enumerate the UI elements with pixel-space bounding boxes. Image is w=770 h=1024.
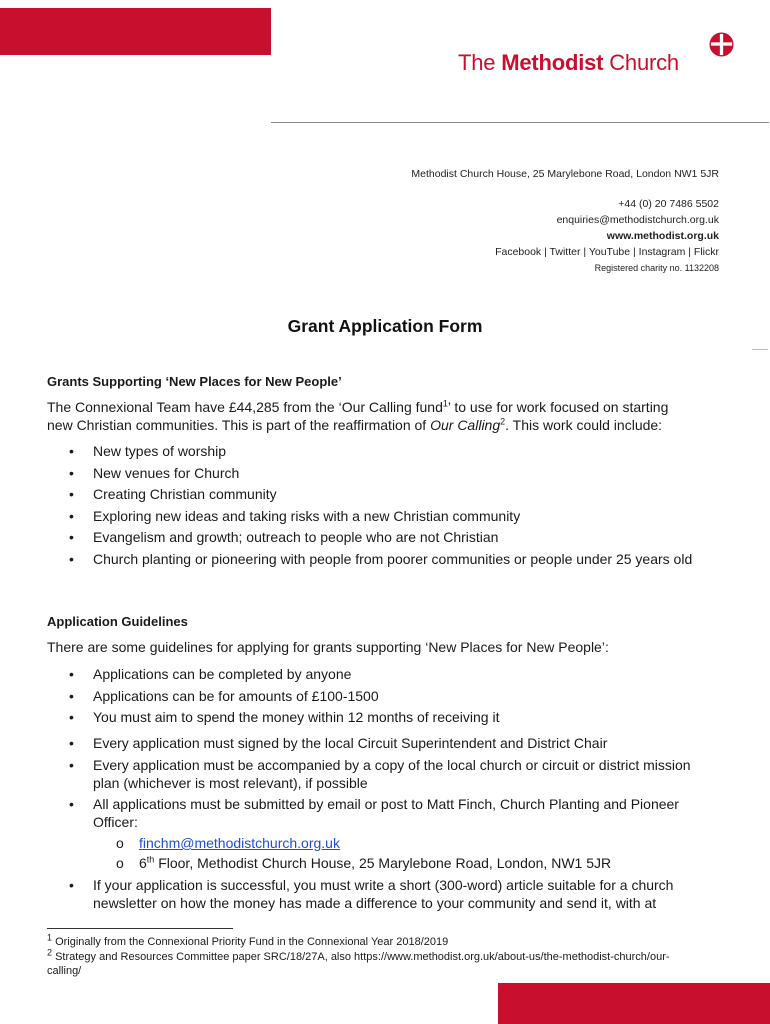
guidelines-list-c [47, 876, 727, 912]
list-item: • All applications must be submitted by email or post to Matt Finch, Church Planting and Pioneer Officer: [69, 796, 679, 830]
list-item: • Creating Christian community [69, 486, 277, 502]
social-links[interactable]: Facebook | Twitter | YouTube | Instagram | Flickr [495, 246, 719, 258]
footnote-1: $^1$ Originally from the Connexional Priority Fund in the Connexional Year 2018/2019 [47, 932, 449, 948]
header-divider [271, 122, 769, 123]
postal-address: 6th Floor, Methodist Church House, 25 Marylebone Road, London, NW1 5JR [139, 854, 612, 871]
email-finchm-link[interactable]: finchm@methodistchurch.org.uk [139, 835, 340, 851]
list-item: • Evangelism and growth; outreach to people who are not Christian [69, 529, 499, 545]
website-link[interactable]: www.methodist.org.uk [606, 230, 719, 242]
header-red-band [0, 8, 271, 55]
email-address: enquiries@methodistchurch.org.uk [556, 214, 719, 226]
methodist-church-logo: The Methodist Church [458, 50, 679, 75]
address-line: Methodist Church House, 25 Marylebone Road, London NW1 5JR [411, 168, 719, 180]
charity-number: Registered charity no. 1132208 [594, 263, 719, 273]
list-item: • Church planting or pioneering with people from poorer communities or people under 25 years old [69, 550, 693, 567]
edge-mark [752, 349, 768, 350]
list-item: • New venues for Church [69, 464, 240, 481]
work-types-list [47, 442, 717, 568]
guidelines-list-b [47, 734, 727, 831]
intro-paragraph: The Connexional Team have £44,285 from the ‘Our Calling fund$^1$’ to use for work focused on starting new Christian communities. This is part of the reaffirmation of Our Calling$^2$. This work could include: [47, 398, 669, 433]
section-heading-new-places: Grants Supporting ‘New Places for New People’ [47, 374, 342, 389]
cross-logo-icon [709, 32, 734, 57]
list-item: • You must aim to spend the money within 12 months of receiving it [69, 709, 500, 725]
section-heading-guidelines: Application Guidelines [47, 614, 188, 629]
list-item: • Every application must signed by the local Circuit Superintendent and District Chair [69, 735, 608, 751]
sub-bullet-marker: o [116, 855, 124, 871]
list-item: • If your application is successful, you must write a short (300-word) article suitable for a church newsletter on how the money has made a difference to your community and send it, with at [69, 877, 674, 911]
list-item: • Applications can be completed by anyone [69, 666, 352, 682]
footnote-divider [47, 928, 233, 929]
footer-red-band [498, 983, 770, 1024]
list-item: • Exploring new ideas and taking risks with a new Christian community [69, 507, 521, 524]
list-item: • Every application must be accompanied by a copy of the local church or circuit or district mission plan (whichever is most relevant), if possible [69, 756, 691, 791]
guidelines-list-a [47, 665, 727, 726]
phone-number: +44 (0) 20 7486 5502 [618, 198, 719, 210]
list-item: • Applications can be for amounts of £100-1500 [69, 687, 379, 704]
list-item: • New types of worship [69, 443, 227, 459]
guidelines-intro: There are some guidelines for applying for grants supporting ‘New Places for New People’: [47, 639, 609, 655]
page-title: Grant Application Form [287, 316, 483, 336]
sub-bullet-marker: o [116, 835, 124, 851]
footnote-2: $^2$ Strategy and Resources Committee paper SRC/18/27A, also https://www.methodist.org.uk/about-us/the-methodist-church/our-calling/ [47, 947, 670, 977]
